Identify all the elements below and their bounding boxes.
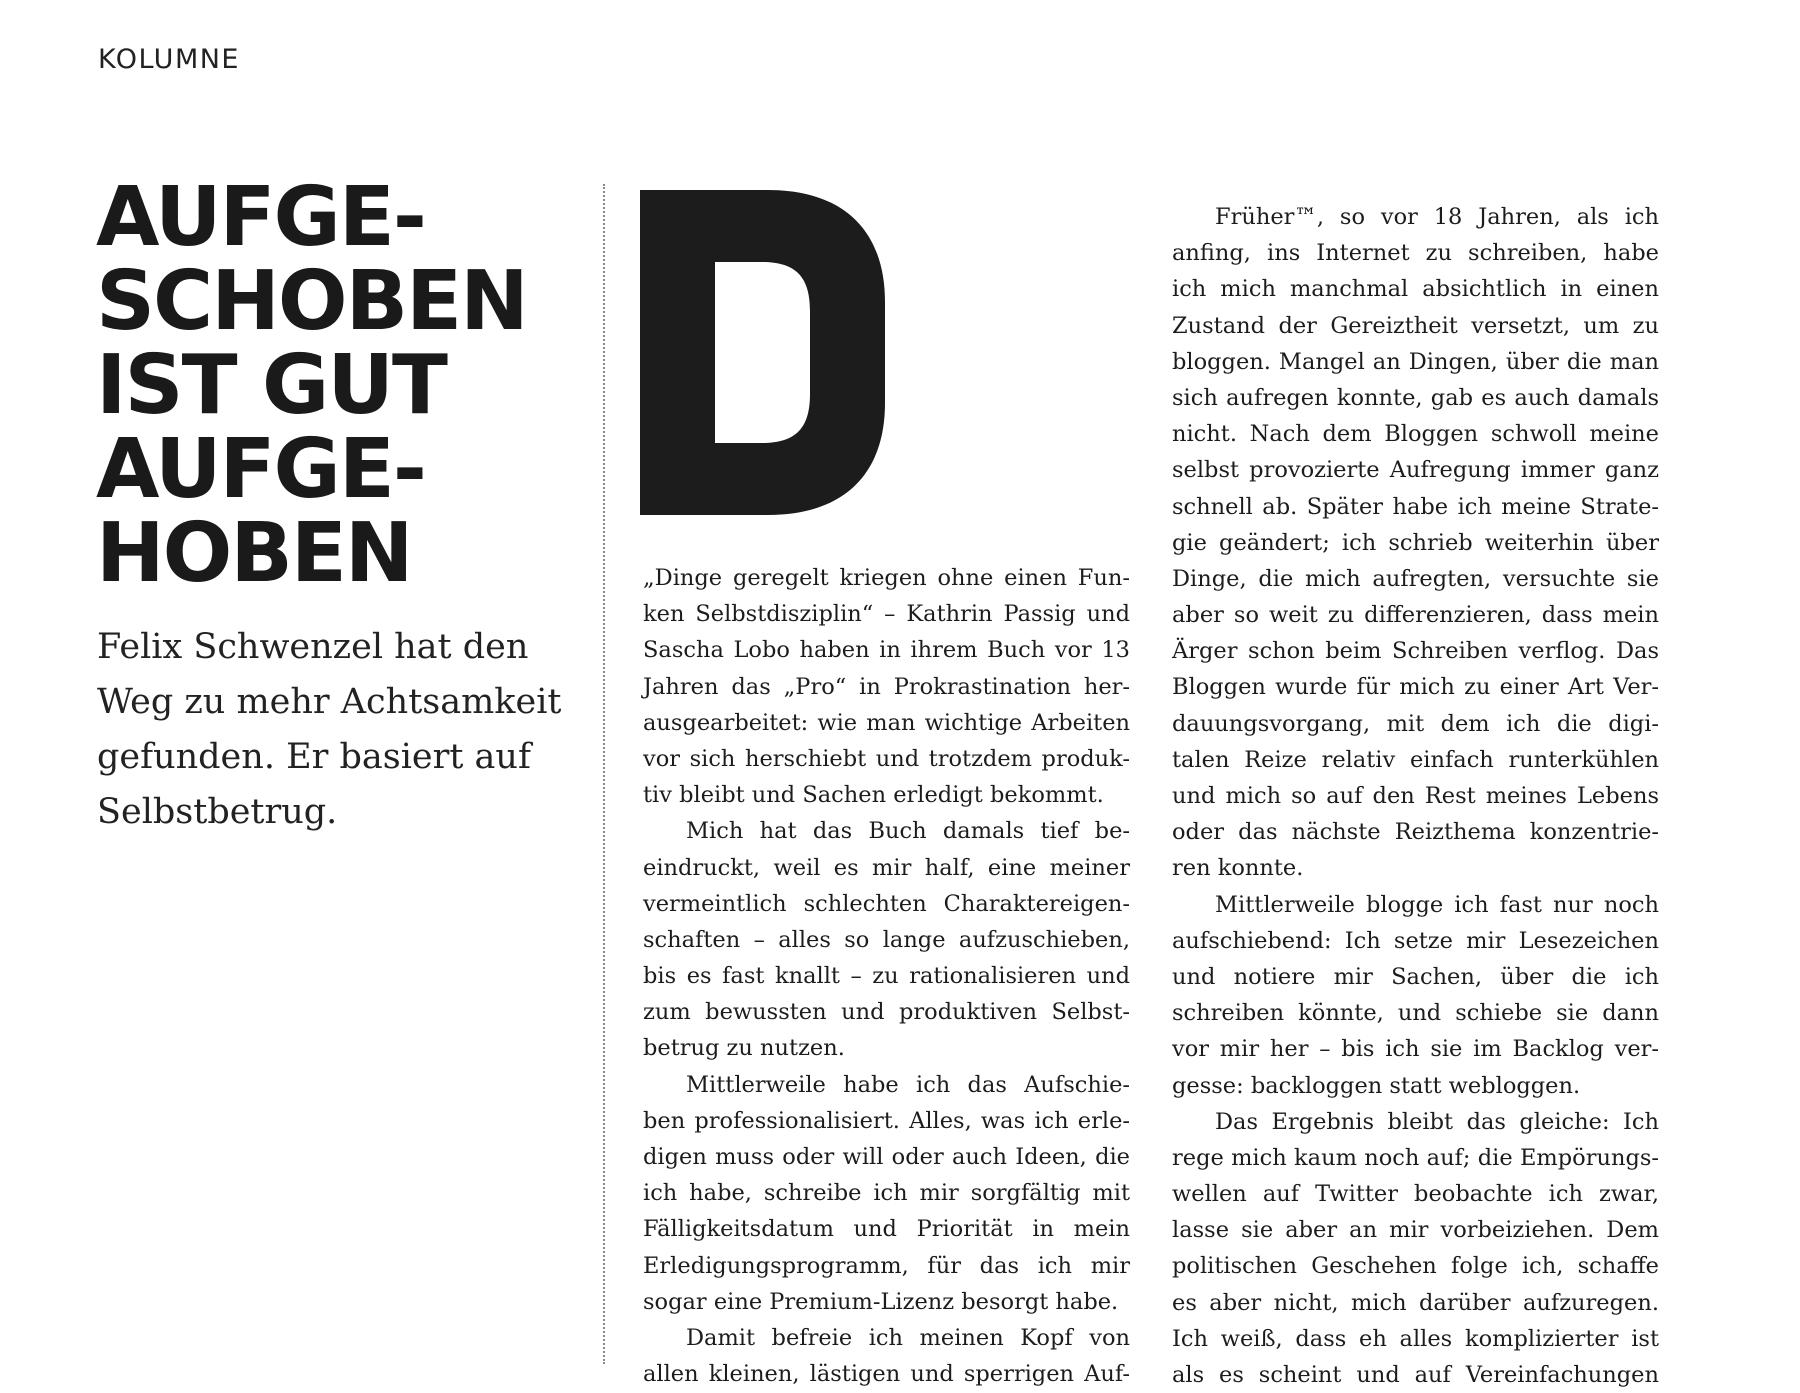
text-line: gesse: backloggen statt webloggen. xyxy=(1172,1072,1581,1099)
text-line: sogar eine Premium-Lizenz besorgt habe. xyxy=(643,1288,1119,1315)
text-line: Das Ergebnis bleibt das gleiche: Ich xyxy=(1215,1108,1659,1135)
text-line: ben professionalisiert. Alles, was ich erle- xyxy=(643,1107,1130,1134)
article-column-middle xyxy=(643,560,1130,1392)
text-line: Jahren das „Pro“ in Prokrastination her- xyxy=(643,673,1130,700)
text-line: Dinge, die mich aufregten, versuchte sie xyxy=(1172,565,1659,592)
text-line: vermeintlich schlechten Charaktereigen- xyxy=(643,890,1130,917)
text-line: gie geändert; ich schrieb weiterhin über xyxy=(1172,529,1659,556)
text-line: wellen auf Twitter beobachte ich zwar, xyxy=(1172,1181,1659,1208)
text-line: ken Selbstdisziplin“ – Kathrin Passig und xyxy=(643,601,1130,628)
text-line: Bloggen wurde für mich zu einer Art Ver- xyxy=(1172,674,1659,701)
text-line: allen kleinen, lästigen und sperrigen Auf- xyxy=(643,1361,1130,1388)
text-line: vor mir her – bis ich sie im Backlog ver- xyxy=(1172,1036,1659,1063)
column-divider xyxy=(603,184,605,1364)
text-line: ich habe, schreibe ich mir sorgfältig mit xyxy=(643,1180,1130,1207)
subtitle-line: gefunden. Er basiert auf xyxy=(97,737,531,777)
headline-line: AUFGE- xyxy=(96,422,425,517)
text-line: selbst provozierte Aufregung immer ganz xyxy=(1172,457,1659,484)
text-line: Sascha Lobo haben in ihrem Buch vor 13 xyxy=(643,637,1130,664)
text-line: Fälligkeitsdatum und Priorität in mein xyxy=(643,1216,1130,1243)
text-line: Mich hat das Buch damals tief be- xyxy=(686,818,1130,845)
text-line: Damit befreie ich meinen Kopf von xyxy=(686,1324,1130,1351)
headline-line: IST GUT xyxy=(96,338,446,433)
text-line: bloggen. Mangel an Dingen, über die man xyxy=(1172,348,1659,375)
subtitle-line: Weg zu mehr Achtsamkeit xyxy=(97,682,562,722)
text-line: aufschiebend: Ich setze mir Lesezeichen xyxy=(1172,927,1659,954)
text-line: Früher™, so vor 18 Jahren, als ich xyxy=(1215,204,1659,230)
headline-line: HOBEN xyxy=(96,506,412,601)
subtitle xyxy=(97,620,577,840)
text-line: und notiere mir Sachen, über die ich xyxy=(1172,963,1659,990)
subtitle-line: Felix Schwenzel hat den xyxy=(97,627,529,667)
text-line: „Dinge geregelt kriegen ohne einen Fun- xyxy=(643,565,1130,591)
section-label: KOLUMNE xyxy=(98,44,240,75)
headline-line: SCHOBEN xyxy=(96,254,527,349)
text-line: Ärger schon beim Schreiben verflog. Das xyxy=(1172,638,1659,665)
text-line: oder das nächste Reizthema konzentrie- xyxy=(1172,819,1659,846)
text-line: zum bewussten und produktiven Selbst- xyxy=(643,999,1130,1026)
drop-cap-d xyxy=(640,190,885,515)
text-line: anfing, ins Internet zu schreiben, habe xyxy=(1172,240,1659,267)
text-line: vor sich herschiebt und trotzdem produk- xyxy=(643,745,1130,772)
text-line: digen muss oder will oder auch Ideen, die xyxy=(643,1144,1130,1170)
text-line: ren konnte. xyxy=(1172,855,1304,882)
article-column-right xyxy=(1172,199,1659,1393)
text-line: es aber nicht, mich darüber aufzuregen. xyxy=(1172,1289,1659,1316)
text-line: sich aufregen konnte, gab es auch damals xyxy=(1172,384,1659,411)
text-line: lasse sie aber an mir vorbeiziehen. Dem xyxy=(1172,1217,1659,1244)
text-line: Erledigungsprogramm, für das ich mir xyxy=(643,1252,1130,1279)
text-line: tiv bleibt und Sachen erledigt bekommt. xyxy=(643,782,1104,809)
text-line: Mittlerweile blogge ich fast nur noch xyxy=(1215,891,1659,918)
headline-line: AUFGE- xyxy=(96,170,425,265)
text-line: als es scheint und auf Vereinfachungen xyxy=(1172,1362,1659,1388)
text-line: Mittlerweile habe ich das Aufschie- xyxy=(686,1071,1130,1098)
text-line: schaften – alles so lange aufzuschieben, xyxy=(643,926,1130,953)
text-line: politischen Geschehen folge ich, schaffe xyxy=(1172,1253,1659,1280)
text-line: ausgearbeitet: wie man wichtige Arbeiten xyxy=(643,709,1130,736)
text-line: talen Reize relativ einfach runterkühlen xyxy=(1172,746,1659,773)
text-line: dauungsvorgang, mit dem ich die digi- xyxy=(1172,710,1659,737)
headline xyxy=(96,170,576,601)
subtitle-line: Selbstbetrug. xyxy=(97,792,338,832)
text-line: aber so weit zu differenzieren, dass mein xyxy=(1172,602,1659,629)
text-line: Zustand der Gereiztheit versetzt, um zu xyxy=(1172,312,1659,339)
text-line: und mich so auf den Rest meines Lebens xyxy=(1172,783,1659,809)
text-line: eindruckt, weil es mir half, eine meiner xyxy=(643,854,1130,881)
text-line: Ich weiß, dass eh alles komplizierter ist xyxy=(1172,1325,1659,1352)
text-line: nicht. Nach dem Bloggen schwoll meine xyxy=(1172,421,1659,448)
text-line: bis es fast knallt – zu rationalisieren und xyxy=(643,963,1130,990)
text-line: schreiben könnte, und schiebe sie dann xyxy=(1172,1000,1659,1027)
text-line: schnell ab. Später habe ich meine Strate- xyxy=(1172,493,1659,520)
text-line: ich mich manchmal absichtlich in einen xyxy=(1172,276,1659,303)
text-line: rege mich kaum noch auf; die Empörungs- xyxy=(1172,1144,1659,1171)
text-line: betrug zu nutzen. xyxy=(643,1035,845,1062)
